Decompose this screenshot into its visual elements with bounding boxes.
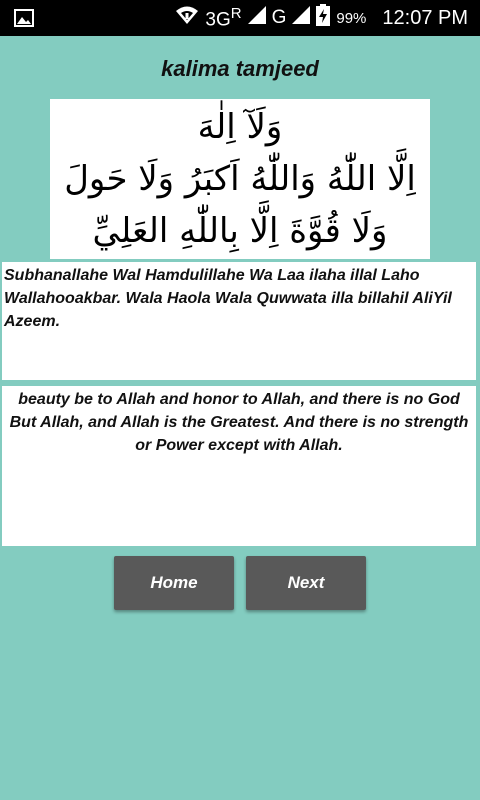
battery-charging-icon [316,4,330,32]
arabic-calligraphy-image [50,99,430,259]
transliteration-text: Subhanallahe Wal Hamdulillahe Wa Laa ilaha illal Laho Wallahooakbar. Wala Haola Wala Quwwata illa billahil AliYil Azeem. [2,262,476,380]
translation-text: beauty be to Allah and honor to Allah, and there is no God But Allah, and Allah is the Greatest. And there is no strength or Power except with Allah. [2,386,476,546]
clock: 12:07 PM [382,6,468,29]
arabic-line: وَلَآ اِلٰهَ [197,107,283,147]
network-label: 3G [205,9,231,31]
arabic-text [50,99,430,259]
status-bar [0,0,480,36]
page-title: kalima tamjeed [161,56,319,81]
next-button[interactable]: Next [246,556,366,610]
home-button[interactable]: Home [114,556,234,610]
roaming-indicator: R [230,4,242,22]
network2-label: G [271,7,287,28]
gallery-notification-icon [14,8,34,33]
status-icons [175,0,468,36]
arabic-line: وَلَا قُوَّةَ اِلَّا بِاللّٰهِ العَلِيِّ [92,211,388,251]
network-type-label [205,5,241,31]
signal2-icon [292,6,310,30]
wifi-icon [175,5,199,31]
battery-percent: 99% [336,9,367,27]
signal-icon [248,6,266,30]
arabic-line: اِلَّا اللّٰهُ وَاللّٰهُ اَكبَرُ وَلَا حَولَ [64,159,416,199]
